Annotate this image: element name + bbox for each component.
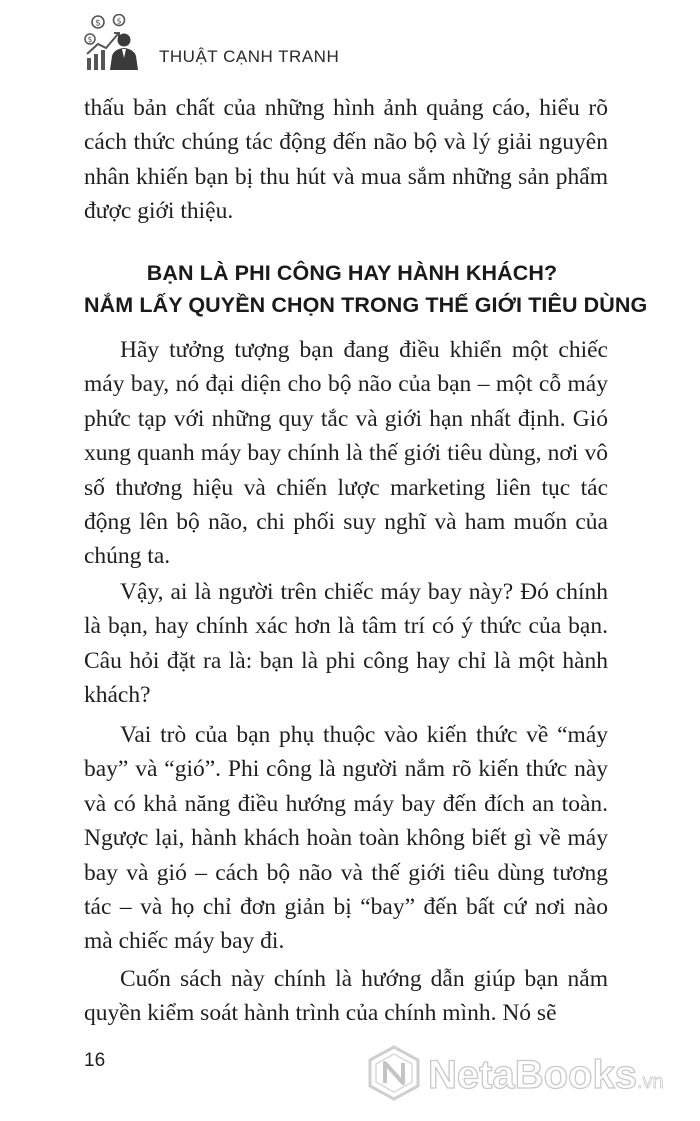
- continuation-paragraph: thấu bản chất của những hình ảnh quảng cáo, hiểu rõ cách thức chúng tác động đến não bộ và lý giải nguyên nhân khiến bạn bị thu hút và mua sắm những sản phẩm được giới thiệu.: [84, 95, 608, 225]
- page-number: 16: [84, 1050, 106, 1071]
- section-heading-line-1: BẠN LÀ PHI CÔNG HAY HÀNH KHÁCH?: [146, 261, 558, 285]
- body-paragraph-4: Cuốn sách này chính là hướng dẫn giúp bạn nắm quyền kiểm soát hành trình của chính mình. Nó sẽ: [84, 966, 608, 1027]
- section-heading: [84, 257, 648, 321]
- netabooks-logo-icon: [366, 1045, 422, 1101]
- body-paragraph-1: Hãy tưởng tượng bạn đang điều khiển một chiếc máy bay, nó đại diện cho bộ não của bạn – một cỗ máy phức tạp với những quy tắc và giới hạn nhất định. Gió xung quanh máy bay chính là thế giới tiêu dùng, nơi vô số thương hiệu và chiến lược marketing liên tục tác động lên bộ não, chi phối suy nghĩ và ham muốn của chúng ta.: [84, 337, 608, 570]
- watermark-suffix: .vn: [636, 1071, 664, 1093]
- body-paragraph-3: Vai trò của bạn phụ thuộc vào kiến thức về “máy bay” và “gió”. Phi công là người nắm rõ kiến thức này và có khả năng điều hướng máy bay đến đích an toàn. Ngược lại, hành khách hoàn toàn không biết gì về máy bay và gió – cách bộ não và thế giới tiêu dùng tương tác – và họ chỉ đơn giản bị “bay” đến bất cứ nơi nào mà chiếc máy bay đi.: [84, 722, 608, 955]
- publisher-watermark: [366, 1045, 686, 1105]
- running-title: THUẬT CẠNH TRANH: [159, 47, 340, 66]
- watermark-text: [428, 1053, 664, 1098]
- page-header: [84, 14, 644, 70]
- business-growth-icon: [84, 14, 142, 70]
- svg-text:$: $: [95, 18, 101, 29]
- svg-text:$: $: [116, 16, 122, 26]
- section-heading-line-2: NẮM LẤY QUYỀN CHỌN TRONG THẾ GIỚI TIÊU DÙNG: [84, 293, 648, 317]
- svg-text:$: $: [87, 35, 93, 44]
- body-paragraph-2: Vậy, ai là người trên chiếc máy bay này? Đó chính là bạn, hay chính xác hơn là tâm trí có ý thức của bạn. Câu hỏi đặt ra là: bạn là phi công hay chỉ là một hành khách?: [84, 579, 608, 709]
- watermark-name: NetaBooks: [428, 1053, 637, 1097]
